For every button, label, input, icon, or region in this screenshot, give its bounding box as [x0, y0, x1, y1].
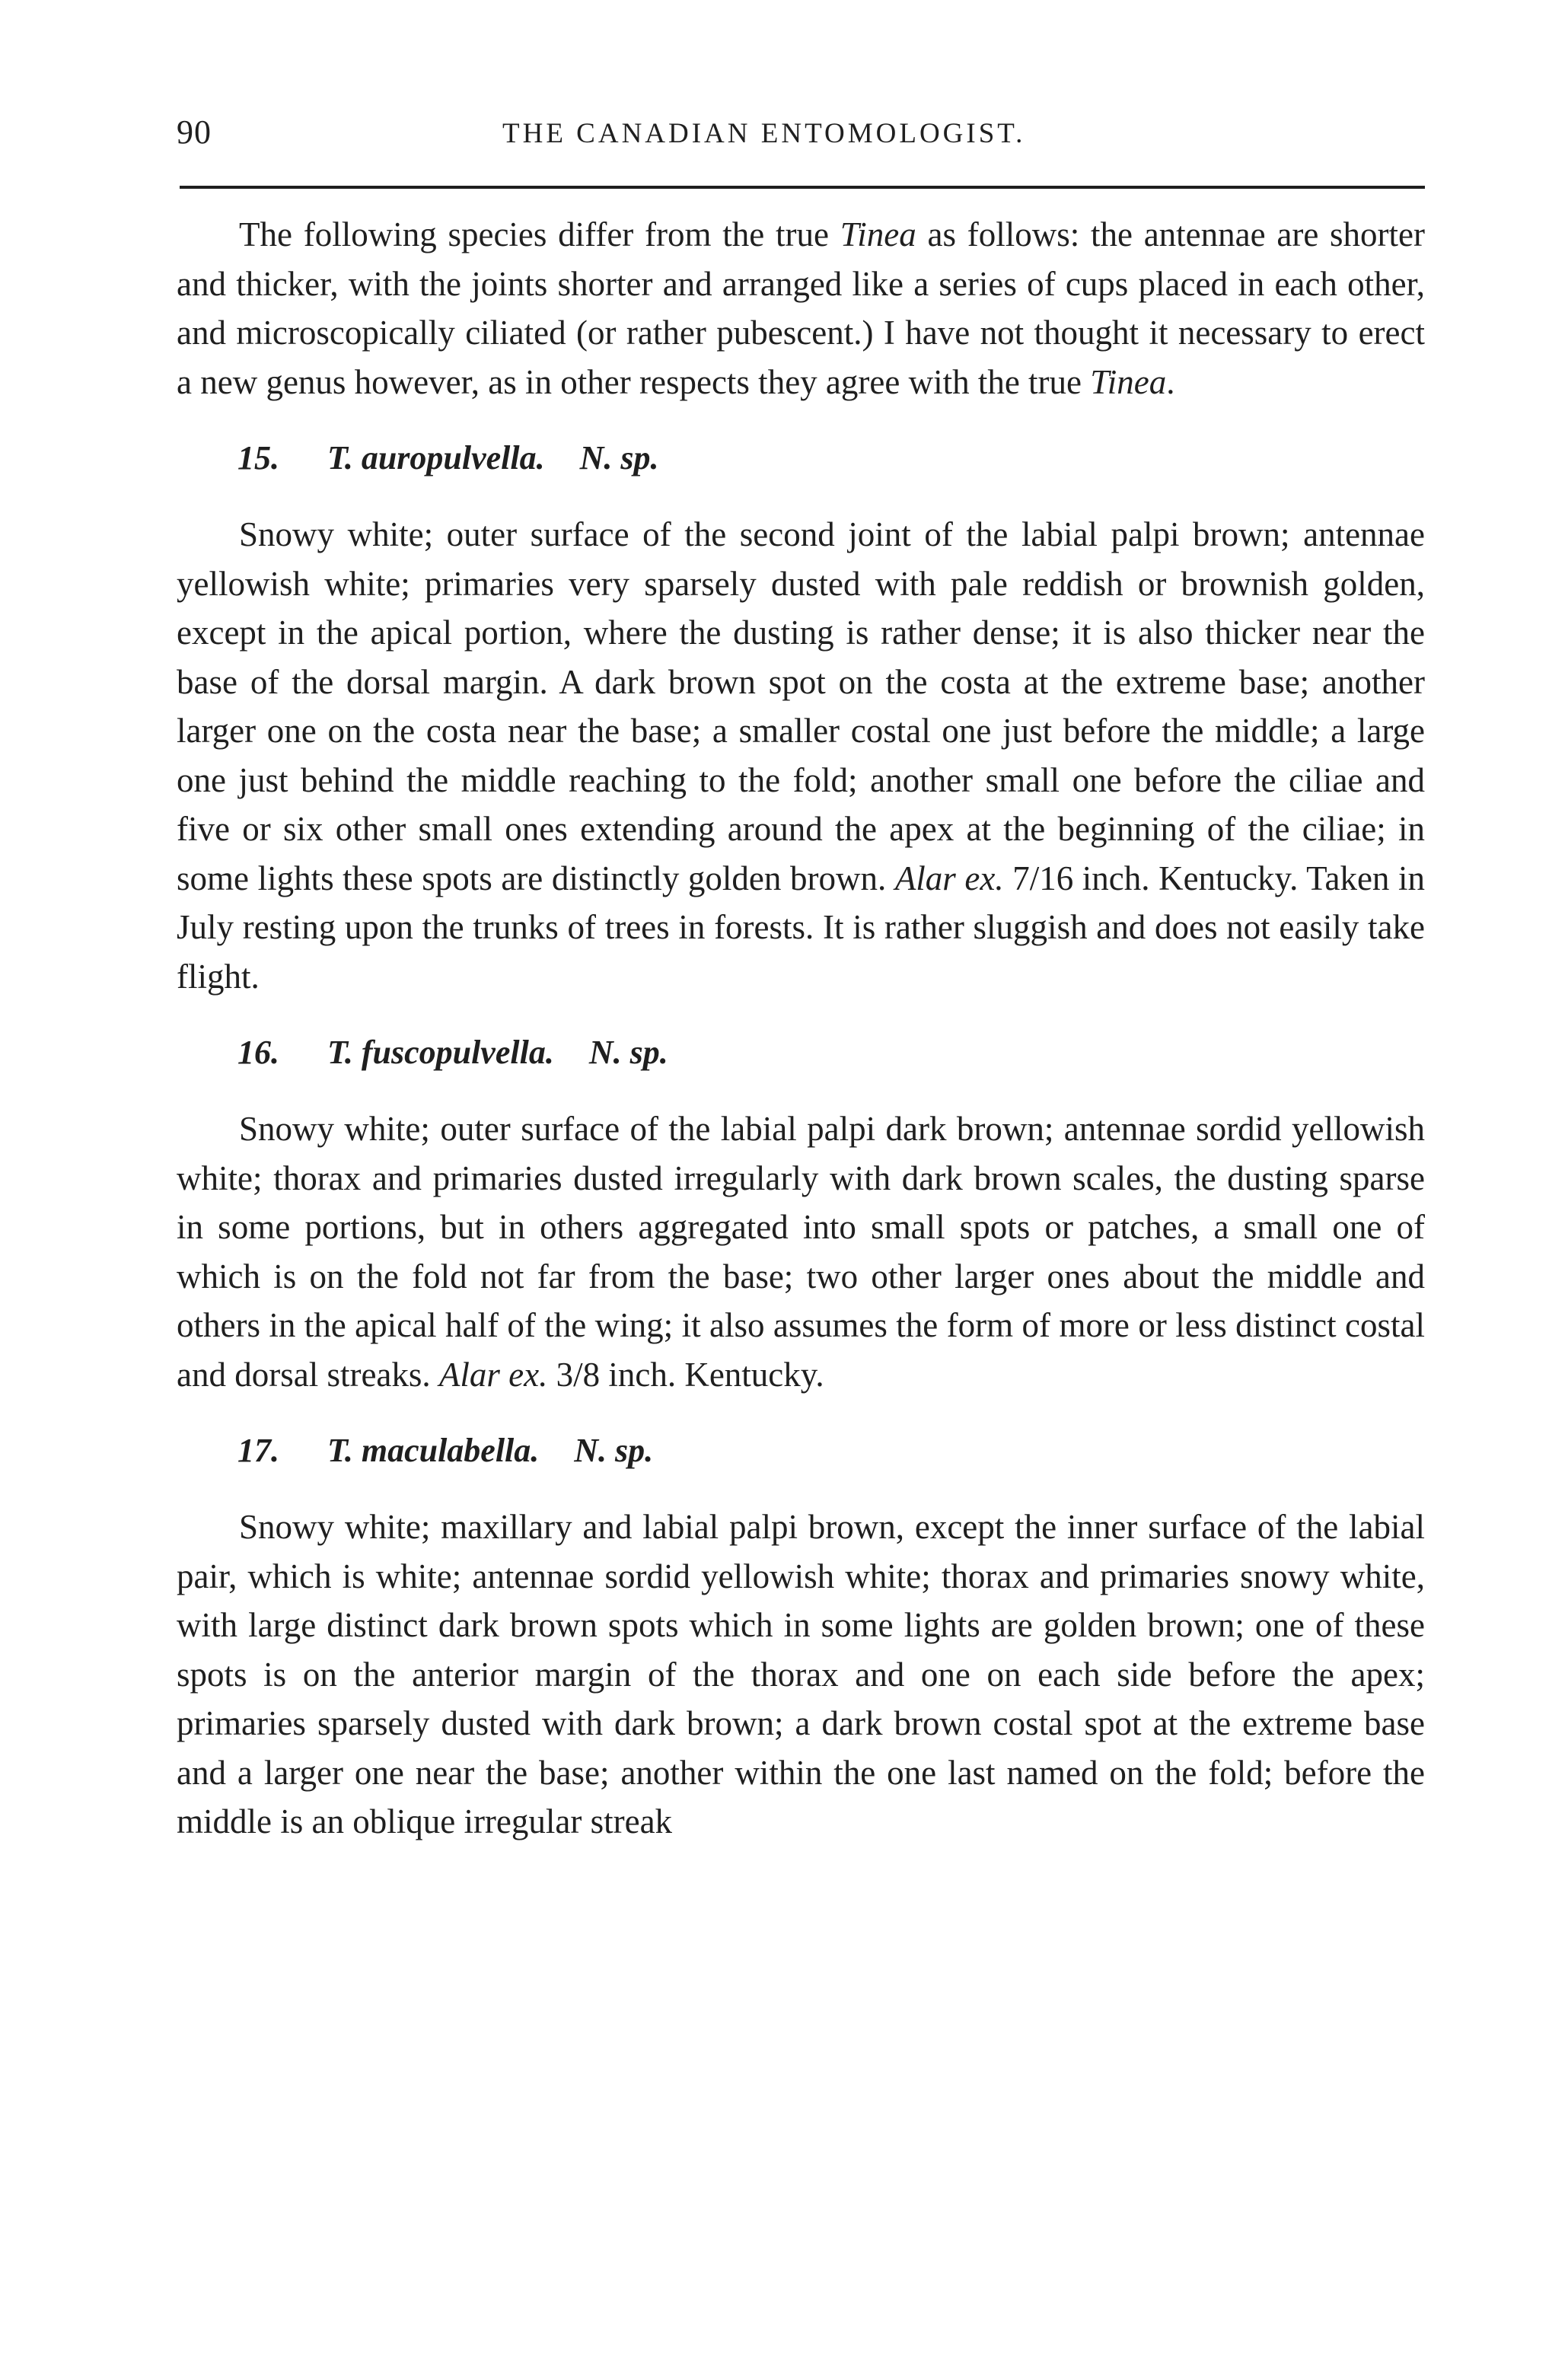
- species-description-17: Snowy white; maxillary and labial palpi brown, except the inner surface of the labial pair, which is white; antennae sordid yellowish white; thorax and primaries snowy white, with large distinct dark brown spots which in some lights are golden brown; one of these spots is on the anterior margin of the thorax and one on each side before the apex; primaries sparsely dusted with dark brown; a dark brown costal spot at the extreme base and a larger one near the base; another within the one last named on the fold; before the middle is an oblique irregular streak: [177, 1508, 1425, 1840]
- species-number: 17.: [237, 1432, 279, 1469]
- italic-term: Tinea: [840, 215, 916, 253]
- article-body: [177, 210, 1425, 1847]
- species-heading-17: [177, 1399, 1425, 1503]
- species-heading-16: [177, 1001, 1425, 1104]
- header-rule: [180, 186, 1425, 189]
- species-number: 15.: [237, 439, 279, 476]
- species-name: T. auropulvella.: [327, 439, 545, 476]
- italic-term: Alar ex.: [438, 1355, 548, 1394]
- species-name: T. maculabella.: [327, 1432, 540, 1469]
- italic-term: Alar ex.: [894, 859, 1004, 897]
- species-description-15: Snowy white; outer surface of the second joint of the labial palpi brown; antennae yellowish white; primaries very sparsely dusted with pale reddish or brownish golden, except in the apical portion, where the dusting is rather dense; it is also thicker near the base of the dorsal margin. A dark brown spot on the costa at the extreme base; another larger one on the costa near the base; a smaller costal one just before the middle; a large one just behind the middle reaching to the fold; another small one before the ciliae and five or six other small ones extending around the apex at the beginning of the ciliae; in some lights these spots are distinctly golden brown. Alar ex. 7/16 inch. Kentucky. Taken in July resting upon the trunks of trees in forests. It is rather sluggish and does not easily take flight.: [177, 515, 1426, 996]
- page-header: [0, 113, 1568, 161]
- species-number: 16.: [237, 1034, 279, 1071]
- running-title: THE CANADIAN ENTOMOLOGIST.: [502, 118, 1026, 149]
- species-name: T. fuscopulvella.: [327, 1034, 554, 1071]
- page-number: 90: [177, 113, 212, 151]
- species-status: N. sp.: [579, 439, 659, 476]
- species-heading-15: [177, 406, 1425, 510]
- species-status: N. sp.: [574, 1432, 654, 1469]
- species-description-16: Snowy white; outer surface of the labial palpi dark brown; antennae sordid yellowish white; thorax and primaries dusted irregularly with dark brown scales, the dusting sparse in some portions, but in others aggregated into small spots or patches, a small one of which is on the fold not far from the base; two other larger ones about the middle and others in the apical half of the wing; it also assumes the form of more or less distinct costal and dorsal streaks. Alar ex. 3/8 inch. Kentucky.: [177, 1110, 1425, 1394]
- italic-term: Tinea: [1090, 362, 1167, 401]
- species-status: N. sp.: [588, 1034, 668, 1071]
- intro-paragraph: The following species differ from the true Tinea as follows: the antennae are shorter and thicker, with the joints shorter and arranged like a series of cups placed in each other, and microscopically ciliated (or rather pubescent.) I have not thought it necessary to erect a new genus however, as in other respects they agree with the true Tinea.: [177, 215, 1425, 401]
